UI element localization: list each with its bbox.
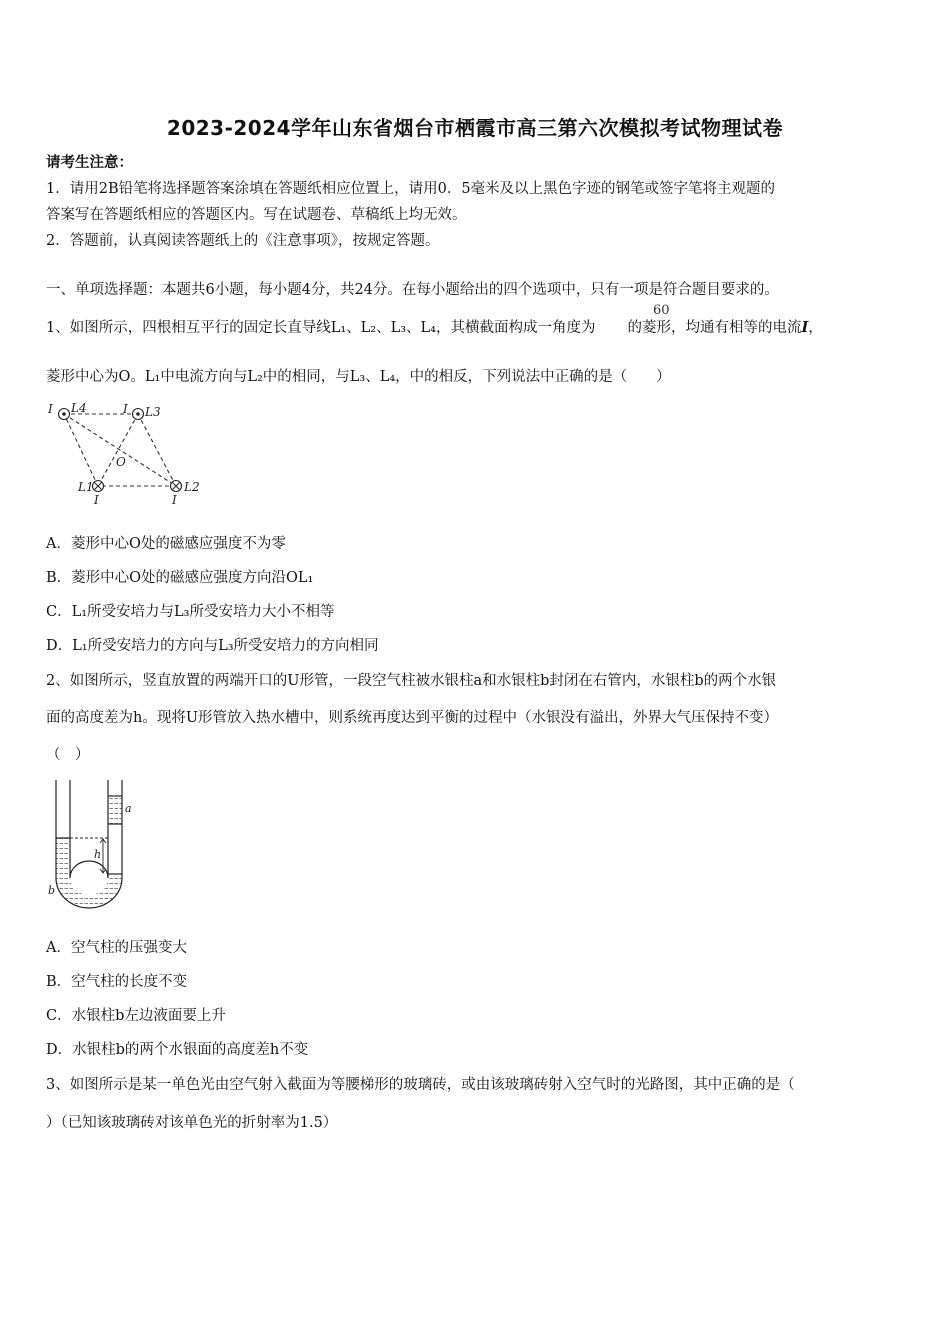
diagonal-L4-L2 [64, 414, 176, 486]
q1-option-b: B．菱形中心O处的磁感应强度方向沿OL₁ [46, 570, 314, 586]
angle-60-label: 60 [653, 303, 670, 318]
q2-u-tube-figure [46, 776, 146, 914]
label-L4: L4 [71, 401, 87, 415]
q1-stem-line2: 菱形中心为O。L₁中电流方向与L₂中的相同，与L₃、L₄，中的相反，下列说法中正确的是（ ） [46, 369, 671, 385]
q2-option-b: B．空气柱的长度不变 [46, 974, 188, 990]
notice-item-2: 2．答题前，认真阅读答题纸上的《注意事项》，按规定答题。 [46, 233, 440, 249]
edge-L1-L4 [64, 414, 98, 486]
label-O: O [116, 455, 126, 469]
label-b: b [48, 884, 56, 897]
q2-option-a: A．空气柱的压强变大 [46, 940, 187, 956]
edge-L3-L2 [138, 414, 176, 486]
q2-stem-line2: 面的高度差为h。现将U形管放入热水槽中，则系统再度达到平衡的过程中（水银没有溢出，外界大气压保持不变） [46, 710, 779, 726]
label-L2: L2 [184, 480, 200, 494]
diagonal-L3-L1 [98, 414, 138, 486]
notice-heading: 请考生注意： [46, 154, 133, 171]
section-heading: 一、单项选择题：本题共6小题，每小题4分，共24分。在每小题给出的四个选项中，只有一项是符合题目要求的。 [46, 282, 779, 298]
q3-stem-line1: 3、如图所示是某一单色光由空气射入截面为等腰梯形的玻璃砖，或由该玻璃砖射入空气时的光路图，其中正确的是（ [46, 1077, 795, 1093]
q1-stem-part-a: 1、如图所示，四根相互平行的固定长直导线L₁、L₂、L₃、L₄，其横截面构成一角度为 [46, 320, 596, 336]
mercury-column-a [108, 796, 122, 824]
q1-stem-part-b: 的菱形，均通有相等的电流 [627, 320, 802, 336]
q2-stem-line3: （ ） [46, 747, 90, 763]
page-title: 2023-2024学年山东省烟台市栖霞市高三第六次模拟考试物理试卷 [166, 116, 784, 140]
notice-item-1-cont: 答案写在答题纸相应的答题区内。写在试题卷、草稿纸上均无效。 [46, 207, 467, 223]
q1-stem-line1 [46, 316, 823, 337]
label-L1: L1 [78, 480, 94, 494]
label-I-L2: I [172, 493, 177, 507]
q1-option-c: C．L₁所受安培力与L₃所受安培力大小不相等 [46, 604, 335, 620]
current-symbol: I [801, 319, 809, 336]
q2-stem-line1: 2、如图所示，竖直放置的两端开口的U形管，一段空气柱被水银柱a和水银柱b封闭在右管内，水银柱b的两个水银 [46, 673, 777, 689]
q1-option-a: A．菱形中心O处的磁感应强度不为零 [46, 536, 286, 552]
mercury-column-b [56, 838, 122, 908]
label-h: h [94, 848, 102, 861]
q1-stem-part-d: ， [808, 320, 823, 336]
q1-rhombus-figure [46, 398, 216, 508]
q2-option-c: C．水银柱b左边液面要上升 [46, 1008, 226, 1024]
label-I-L1: I [94, 493, 99, 507]
q3-stem-line2: ）（已知该玻璃砖对该单色光的折射率为1.5） [46, 1115, 338, 1131]
label-a: a [125, 802, 132, 815]
label-I-L4: I [48, 402, 53, 416]
notice-item-1: 1．请用2B铅笔将选择题答案涂填在答题纸相应位置上，请用0．5毫米及以上黑色字迹的钢笔或签字笔将主观题的 [46, 181, 776, 197]
label-I-L3: I [123, 402, 128, 416]
label-L3: L3 [145, 405, 161, 419]
u-tube-inner-wall [70, 780, 108, 878]
q2-option-d: D．水银柱b的两个水银面的高度差h不变 [46, 1042, 309, 1058]
q1-option-d: D．L₁所受安培力的方向与L₃所受安培力的方向相同 [46, 638, 379, 654]
